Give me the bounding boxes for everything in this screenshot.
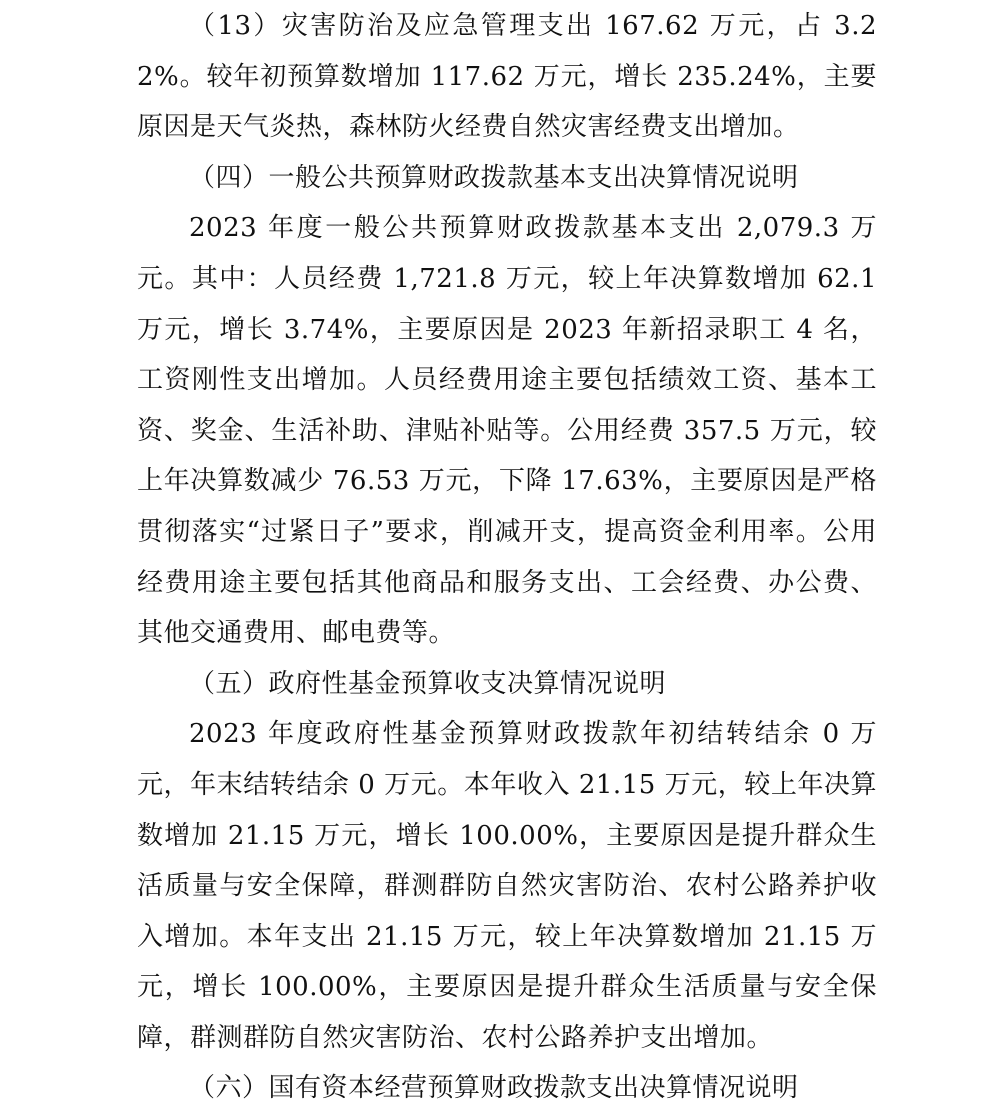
- paragraph-government-fund: 2023 年度政府性基金预算财政拨款年初结转结余 0 万元，年末结转结余 0 万元。本年收入 21.15 万元，较上年决算数增加 21.15 万元，增长 100.00%，主要原因是提升群众生活质量与安全保障，群测群防自然灾害防治、农村公路养护收入增加。本年支出 21.15 万元，较上年决算数增加 21.15 万元，增长 100.00%，主要原因是提升群众生活质量与安全保障，群测群防自然灾害防治、农村公路养护支出增加。: [137, 719, 877, 1053]
- paragraph-basic-expenditure: 2023 年度一般公共预算财政拨款基本支出 2,079.3 万元。其中：人员经费 1,721.8 万元，较上年决算数增加 62.1 万元，增长 3.74%，主要原因是 2023 年新招录职工 4 名，工资刚性支出增加。人员经费用途主要包括绩效工资、基本工资、奖金、生活补助、津贴补贴等。公用经费 357.5 万元，较上年决算数减少 76.53 万元，下降 17.63%，主要原因是严格贯彻落实“过紧日子”要求，削减开支，提高资金利用率。公用经费用途主要包括其他商品和服务支出、工会经费、办公费、其他交通费用、邮电费等。: [137, 213, 877, 649]
- section-heading-4: （四）一般公共预算财政拨款基本支出决算情况说明: [189, 162, 799, 193]
- document-page: [137, 0, 877, 1114]
- section-heading-6: （六）国有资本经营预算财政拨款支出决算情况说明: [189, 1073, 799, 1104]
- paragraph-disaster-prevention: （13）灾害防治及应急管理支出 167.62 万元，占 3.22%。较年初预算数增加 117.62 万元，增长 235.24%，主要原因是天气炎热，森林防火经费自然灾害经费支出增加。: [137, 11, 877, 143]
- section-heading-5: （五）政府性基金预算收支决算情况说明: [189, 668, 667, 699]
